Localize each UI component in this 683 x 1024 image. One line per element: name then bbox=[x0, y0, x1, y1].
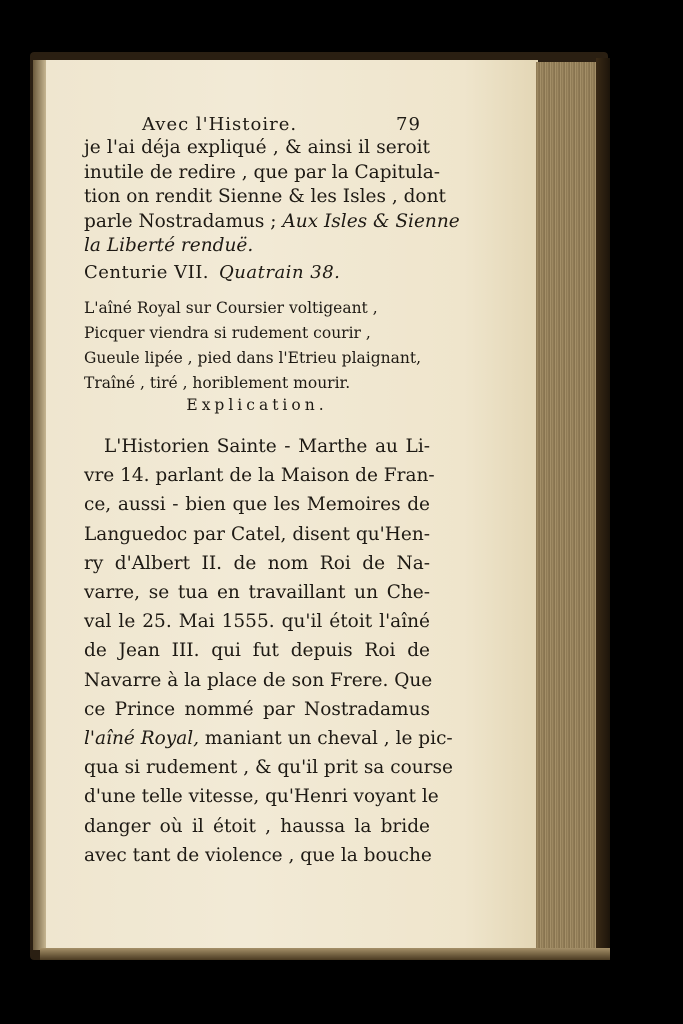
text-line bbox=[84, 210, 460, 235]
quatrain-verse bbox=[84, 296, 422, 396]
verse-line: Traîné , tiré , horiblement mourir. bbox=[84, 374, 351, 392]
page-fore-edge bbox=[536, 62, 598, 954]
italic-phrase: l'aîné Royal, bbox=[84, 728, 200, 750]
verse-line: Gueule lipée , pied dans l'Etrieu plaignant, bbox=[84, 349, 422, 367]
italic-quote: Aux Isles & Sienne bbox=[282, 210, 460, 232]
running-title: Avec l'Histoire. bbox=[142, 114, 298, 135]
text-line: qua si rudement , & qu'il prit sa course bbox=[84, 757, 453, 779]
text-line: Navarre à la place de son Frere. Que bbox=[84, 669, 433, 691]
text-line: varre, se tua en travaillant un Che- bbox=[84, 582, 430, 604]
text-line: avec tant de violence , que la bouche bbox=[84, 844, 432, 866]
text-line: ry d'Albert II. de nom Roi de Na- bbox=[84, 552, 430, 574]
centurie-heading bbox=[84, 262, 430, 283]
text-line bbox=[84, 234, 430, 259]
text-segment: parle Nostradamus ; bbox=[84, 210, 283, 232]
verse-line: Picquer viendra si rudement courir , bbox=[84, 324, 371, 342]
text-line: danger où il étoit , haussa la bride bbox=[84, 815, 430, 837]
opening-paragraph bbox=[84, 136, 460, 259]
cover-edge bbox=[596, 58, 610, 958]
text-line: inutile de redire , que par la Capitula- bbox=[84, 161, 440, 183]
page-bottom-edge bbox=[40, 948, 610, 960]
text-line: d'une telle vitesse, qu'Henri voyant le bbox=[84, 786, 439, 808]
explication-heading: Explication. bbox=[186, 396, 328, 414]
text-line: ce Prince nommé par Nostradamus bbox=[84, 698, 430, 720]
text-line: L'Historien Sainte - Marthe au Li- bbox=[104, 436, 430, 457]
italic-quote: la Liberté renduë. bbox=[84, 235, 254, 256]
text-segment: maniant un cheval , le pic- bbox=[199, 728, 453, 750]
centurie-label: Centurie VII. bbox=[84, 262, 210, 283]
text-line: ce, aussi - bien que les Memoires de bbox=[84, 494, 430, 516]
text-line bbox=[84, 724, 453, 753]
text-line: tion on rendit Sienne & les Isles , dont bbox=[84, 186, 446, 207]
explication-body bbox=[84, 432, 453, 870]
text-line: de Jean III. qui fut depuis Roi de bbox=[84, 640, 430, 662]
text-line: je l'ai déja expliqué , & ainsi il seroit bbox=[84, 137, 430, 158]
page-gutter bbox=[33, 60, 47, 950]
text-line: val le 25. Mai 1555. qu'il étoit l'aîné bbox=[84, 611, 430, 633]
verse-line: L'aîné Royal sur Coursier voltigeant , bbox=[84, 299, 378, 317]
page-number: 79 bbox=[396, 114, 421, 135]
text-line: vre 14. parlant de la Maison de Fran- bbox=[84, 465, 435, 487]
text-line: Languedoc par Catel, disent qu'Hen- bbox=[84, 523, 430, 545]
quatrain-label: Quatrain 38. bbox=[219, 262, 341, 283]
